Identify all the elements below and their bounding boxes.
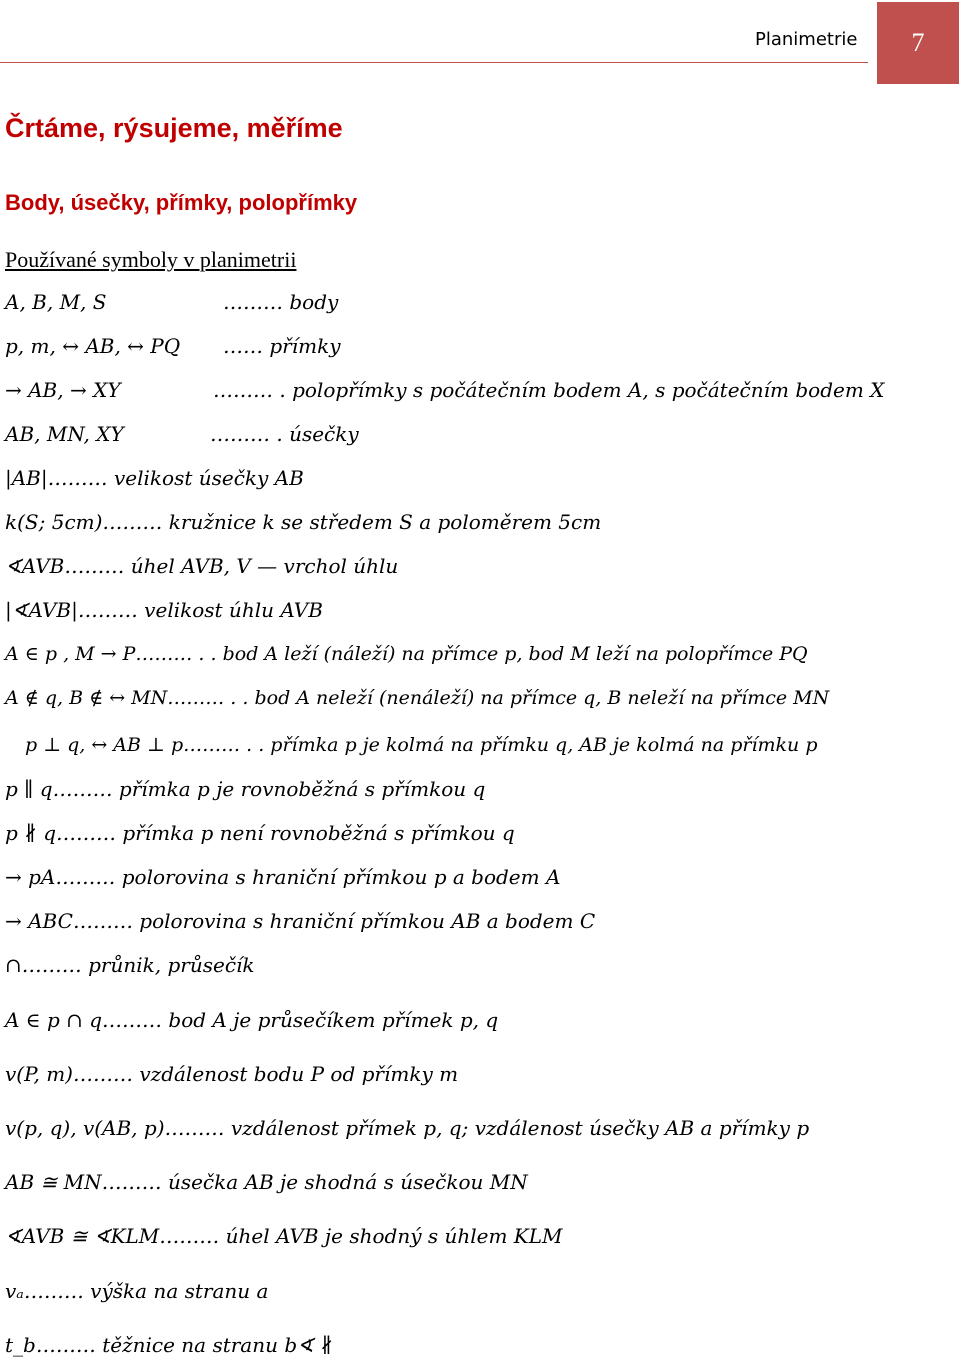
symbol-row (5, 334, 341, 358)
symbol-description: ……… vzdálenost přímek p, q; vzdálenost úsečky AB a přímky p (164, 1116, 810, 1140)
symbol-row (5, 510, 601, 534)
symbol-row (5, 1170, 528, 1194)
symbol-row (5, 1224, 563, 1248)
symbol-description: ……… přímka p není rovnoběžná s přímkou q (56, 821, 515, 845)
symbol-description: ……… . . bod A neleží (nenáleží) na přímce q, B neleží na přímce MN (167, 687, 830, 709)
symbol: k(S; 5cm) (5, 510, 103, 534)
symbol-description: ……… vzdálenost bodu P od přímky m (73, 1062, 459, 1086)
page-number-box (877, 2, 959, 84)
symbol-row (5, 422, 359, 446)
symbol: AB, MN, XY (5, 422, 124, 446)
symbol: → ABC (5, 909, 73, 933)
symbol-row (5, 1008, 498, 1032)
symbol: A ∈ p , M → P (5, 643, 136, 665)
page-number: 7 (911, 28, 925, 57)
symbol: p, m, ↔ AB, ↔ PQ (5, 334, 181, 358)
symbol-description: ……… . . přímka p je kolmá na přímku q, AB je kolmá na přímku p (183, 734, 818, 756)
symbol-description: …… přímky (223, 334, 341, 358)
symbol-row (5, 909, 595, 933)
symbol-description: ……… kružnice k se středem S a poloměrem 5cm (102, 510, 602, 534)
symbol: |∢AVB| (5, 598, 78, 622)
symbol: v(p, q), v(AB, p) (5, 1116, 165, 1140)
symbol: p ∦ q (5, 821, 56, 845)
document-title: Črtáme, rýsujeme, měříme (5, 113, 343, 143)
symbol-description: ……… body (223, 290, 339, 314)
symbol: ∢AVB ≅ ∢KLM (5, 1224, 160, 1248)
symbol-description: ……… velikost úsečky AB (47, 466, 304, 490)
symbol-row (5, 1333, 333, 1357)
symbol-row (5, 1062, 458, 1086)
symbol-description: ……… přímka p je rovnoběžná s přímkou q (52, 777, 486, 801)
symbol-description: ……… výška na stranu a (23, 1279, 269, 1303)
symbol-description: ……… bod A je průsečíkem přímek p, q (102, 1008, 499, 1032)
symbol: p ∥ q (5, 777, 53, 801)
symbol: vₐ (5, 1279, 24, 1303)
symbol-row (5, 554, 398, 578)
symbol: AB ≅ MN (5, 1170, 102, 1194)
symbol-row (5, 598, 323, 622)
symbol-description: ……… úhel AVB, V — vrchol úhlu (64, 554, 399, 578)
symbol-row (5, 953, 255, 977)
symbol-description: ……… polorovina s hraniční přímkou p a bodem A (55, 865, 561, 889)
symbol: A ∉ q, B ∉ ↔ MN (5, 687, 168, 709)
symbol: ∩ (5, 953, 22, 977)
symbol-row (5, 865, 560, 889)
symbol: A, B, M, S (5, 290, 107, 314)
header-title: Planimetrie (755, 29, 858, 50)
symbol: A ∈ p ∩ q (5, 1008, 103, 1032)
symbol-row (5, 1279, 268, 1303)
symbol-row (5, 466, 304, 490)
symbol-description: ……… polorovina s hraniční přímkou AB a bodem C (72, 909, 596, 933)
symbol: → AB, → XY (5, 378, 121, 402)
symbol-row (25, 733, 818, 757)
header-divider (0, 62, 868, 63)
symbol-description: ……… úhel AVB je shodný s úhlem KLM (159, 1224, 563, 1248)
symbol: → pA (5, 865, 56, 889)
symbol-description: ……… velikost úhlu AVB (77, 598, 323, 622)
symbol-row (5, 777, 485, 801)
symbol: t_b (5, 1333, 36, 1357)
section-heading: Body, úsečky, přímky, polopřímky (5, 190, 358, 215)
symbol-row (5, 642, 808, 666)
symbol-row (5, 290, 338, 314)
symbol-description: ……… těžnice na stranu b∢ ∦ (35, 1333, 333, 1357)
symbol: ∢AVB (5, 554, 65, 578)
symbol-description: ……… . úsečky (210, 422, 359, 446)
symbol: |AB| (5, 466, 48, 490)
symbol-description: ……… . polopřímky s počátečním bodem A, s počátečním bodem X (213, 378, 885, 402)
symbol-description: ……… průnik, průsečík (21, 953, 255, 977)
symbols-heading: Používané symboly v planimetrii (5, 247, 297, 272)
symbol-description: ……… . . bod A leží (náleží) na přímce p, bod M leží na polopřímce PQ (135, 643, 808, 665)
symbol-row (5, 378, 884, 402)
symbol-row (5, 1116, 809, 1140)
symbol-description: ……… úsečka AB je shodná s úsečkou MN (101, 1170, 528, 1194)
symbol: v(P, m) (5, 1062, 73, 1086)
symbol-row (5, 686, 829, 710)
symbol: p ⊥ q, ↔ AB ⊥ p (25, 734, 184, 756)
symbol-row (5, 821, 515, 845)
